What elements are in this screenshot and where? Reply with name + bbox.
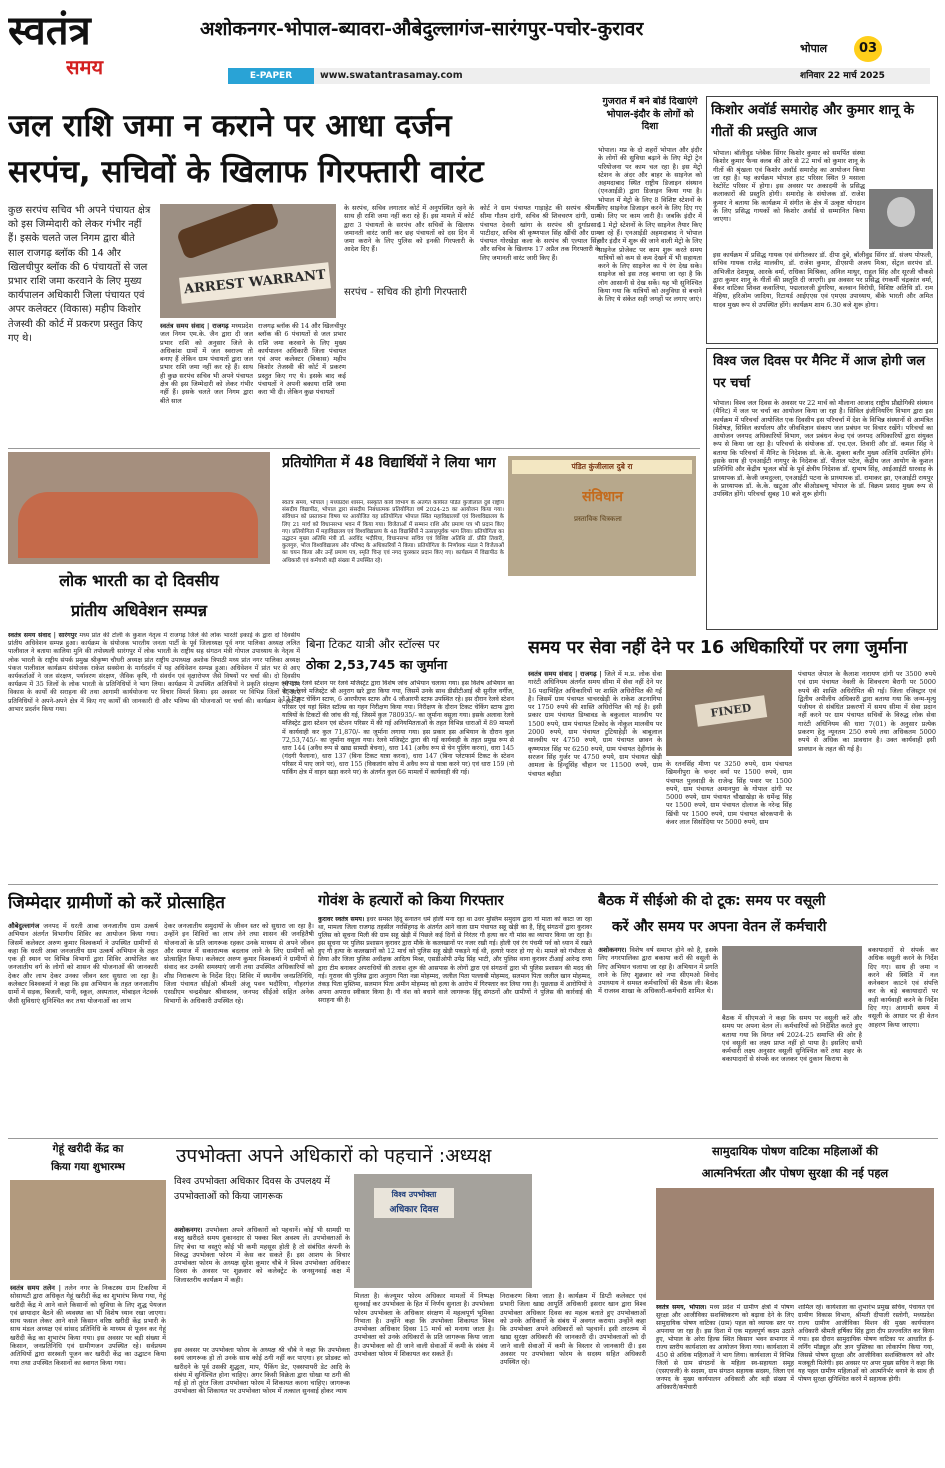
nutrition-dateline: स्वतंत्र समय, भोपाल। xyxy=(656,1304,707,1311)
service-col-1 xyxy=(528,670,662,882)
service-dateline: स्वतंत्र समय संवाद | राजगढ़ | xyxy=(528,670,602,678)
competition-body: स्वतंत्र समय, भोपाल | मध्यप्रदेश शासन, संस्कृति कार्य विभाग के अंतर्गत कार्यरत पंडित कुंजीलाल दुबे राष्ट्रीय संसदीय विद्यापीठ, भोपाल द्वारा संसदीय निबंधात्मक प्रतियोगिता वर्ष 2024-25 का आयोजन किया गया। संविधान को प्रस्तावना विषय पर आयोजित यह प्रतियोगिता भोपाल स्थित महाविद्यालयों एवं विश्वविद्यालय के लिए 21 मार्च को विधानसभा भवन में किया गया। विजेताओं में सम्मान राशि और प्रमाण पत्र भी प्रदान किए गए। प्रतियोगिता में महाविद्यालय एवं विश्वविद्यालय के 48 विद्यार्थियों ने उत्साहपूर्वक भाग लिया। प्रतियोगिता का उद्घाटन मुख्य अतिथि मंत्री डॉ. अरविंद भदौरिया, विधानसभा सचिव एवं विशिष्ट अतिथि डॉ. प्रीति तिवारी, कुलगुरु, भोज विश्वविद्यालय और परिषद के अधिकारियों ने किया। प्रतियोगिता के निर्णायक मंडल ने विजेताओं का चयन किया और उन्हें प्रमाण पत्र, स्मृति चिन्ह एवं नगद पुरस्कार प्रदान किए गए। कार्यक्रम में विद्यापीठ के अधिकारी एवं कर्मचारी बड़ी संख्या में उपस्थित रहे। xyxy=(282,500,504,564)
lokbharti-text: मध्य प्रांत की टोली के कुशल नेतृत्व में राजगढ़ जिले की लोक भारती इकाई के द्वारा दो दिवसीय प्रांतीय अधिवेशन सम्पन्न हुआ। कार्यक्रम के संयोजक भारतीय जनता पार्टी के पूर्व जिलाध्यक्ष पूर्व नगर पालिका अध्यक्ष ललित पालीवाल ने बताया कालिया मुनि की तपोस्थली सारंगपुर में लोक भारती के राष्ट्रीय सह संगठन मंत्री गोपाल उपाध्याय के नेतृत्व में लोक भारती के राष्ट्रीय संपर्क प्रमुख श्रीकृष्ण चौधरी अध्यक्ष प्रांत राष्ट्रीय उपाध्यक्ष अशोक त्रिपाठी मध्य प्रांत नगर पालिका अध्यक्ष पंकज पालीवाल कार्यक्रम संयोजक राकेश सक्सेना के मार्गदर्शन में यह अधिवेशन सम्पन्न हुआ। अधिवेशन में प्रांत भर से आए कार्यकर्ताओं ने जल संरक्षण, पर्यावरण संरक्षण, जैविक कृषि, गौ संवर्धन एवं वृक्षारोपण जैसे विषयों पर चर्चा की। दो दिवसीय कार्यक्रम में 35 जिलों के लोक भारती के प्रतिनिधियों ने भाग लिया। कार्यक्रम में उपस्थित अतिथियों ने प्रकृति संरक्षण एवं ग्राम विकास के कार्यों की सराहना की तथा आगामी कार्ययोजना पर विचार विमर्श किया। इस अवसर पर विभिन्न जिलों से आए प्रतिनिधियों ने अपने-अपने क्षेत्र में किए गए कार्यों की जानकारी दी और भविष्य की योजनाओं पर चर्चा की। कार्यक्रम के अंत में आभार प्रदर्शन किया गया। xyxy=(8,632,300,713)
competition-banner-3: प्रस्ताविक चित्रकला xyxy=(574,515,622,523)
gramin-story xyxy=(8,888,314,1138)
service-col-3: पंचायत जेपाल के कैलाश नारायण दांगी पर 3500 रुपये एवं ग्राम पंचायत नेवली के शिवचरण बैरागी पर 5000 रुपये की शास्ति अधिरोपित की गई। जिला रजिस्ट्रार एवं द्वितीय अपीलीय अधिकारी द्वारा बताया गया कि जन्म-मृत्यु पंजीयन से संबंधित प्रकरणों में समय सीमा में सेवा प्रदान नहीं करने पर ग्राम पंचायत सचिवों के विरुद्ध लोक सेवा गारंटी अधिनियम की धारा 7(01) के अनुसार प्रत्येक प्रकरण हेतु न्यूनतम 250 रुपये तथा अधिकतम 5000 रुपये से अधिक का प्रावधान है। उक्त कार्यवाही इसी प्रावधान के तहत की गई है। xyxy=(798,670,936,753)
lead-body-col-1 xyxy=(160,322,253,442)
water-day-body: भोपाल। विश्व जल दिवस के अवसर पर 22 मार्च को मौलाना आजाद राष्ट्रीय प्रौद्योगिकी संस्थान (मैनिट) में जल पर चर्चा का आयोजन किया जा रहा है। सिविल इंजीनियरिंग विभाग द्वारा इस कार्यक्रम में परिचर्चा आयोजित एक दिवसीय इस परिचर्चा में देश के विभिन्न संस्थानों से आमंत्रित विशेषज्ञ, सिविल कार्यालय और जीवविज्ञान संकाय जल प्रबंधन पर विचार रखेंगे। परिचर्चा का आयोजन जनपद अधिकारियों विभाग, जल प्रबंधन केन्द्र एवं जनपद अधिकारियों द्वारा संयुक्त रूप से किया जा रहा है। परिचर्चा के संयोजक डॉ. एच.एल. तिवारी और डॉ. कमल सिंह ने बताया कि परिचर्चा में मैनिट के निदेशक डॉ. के.के. शुक्ला बतौर मुख्य अतिथि उपस्थित होंगे। इसके साथ ही एनआईटी नागपुर के निदेशक डॉ. पीताल पटेल, केंद्रीय जल आयोग के कुशल प्रतिनिधि और केंद्रीय भूजल बोर्ड के पूर्व क्षेत्रीय निदेशक डॉ. सुभाष सिंह, आईआईटी धारवाड़ के प्राध्यापक डॉ. केजी जमदुल्ला, एनआईटी पटना के प्राध्यापक डॉ. रामाकर झा, एनआईटी रायपुर के प्राध्यापक डॉ. के.के. खटूआ और बीओडब्ल्यू भोपाल के डॉ. विक्रम प्रसाद मुख्य रूप से उपस्थित होंगे। परिचर्चा सुबह 10 बजे शुरू होगी। xyxy=(713,399,933,499)
ticket-body: भोपाल। रेलवे स्टेशन पर रेलवे मजिस्ट्रेट द्वारा विशेष जांच अभियान चलाया गया। इस विशेष अभियान का नेतृत्व रेलवे मजिस्ट्रेट श्री अनुराग खरे द्वारा किया गया, जिसमें उनके साथ डीसीटीआई श्री सुनील वर्गीज, 13 टिकट चेकिंग स्टाफ, 6 आरपीएफ स्टाफ और 4 जीआरपी स्टाफ उपस्थित रहे। इस दौरान रेलवे स्टेशन परिसर एवं यहां स्थित स्टॉल्स का गहन निरीक्षण किया गया। निरीक्षण के दौरान टिकट चेकिंग स्टाफ द्वारा यात्रियों के टिकटों की जांच की गई, जिसमें कुल 780935/- का जुर्माना वसूला गया। इसके अलावा रेलवे मजिस्ट्रेट द्वारा स्टेशन एवं स्टेशन परिसर में की गई अनियमितताओं के तहत विभिन्न धाराओं में 89 मामलों में कार्यवाही कर कुल 71,870/- का जुर्माना लगाया गया। इस प्रकार इस अभियान के दौरान कुल 72,53,745/- का जुर्माना वसूला गया। रेलवे मजिस्ट्रेट द्वारा की गई कार्यवाही के तहत प्रमुख रूप से धारा 144 (अवैध रूप से खाद्य सामग्री बेचना), धारा 141 (अवैध रूप से चेन पुलिंग करना), धारा 145 (गंदगी फैलाना), धारा 137 (बिना टिकट यात्रा करना), धारा 147 (बिना प्लेटफार्म टिकट के स्टेशन परिसर में पाए जाने पर), धारा 155 (विकलांग कोच में अवैध रूप से यात्रा करने पर) एवं धारा 159 (नो पार्किंग क्षेत्र में वाहन खड़ा करने पर) के अंतर्गत कुल 66 मामलों में कार्यवाही की गई। xyxy=(282,680,514,777)
kishore-photo xyxy=(869,189,933,249)
govansh-text: इधर समस्त हिंदू सनातन धर्म होली मना रहा था उधर मुस्लिम समुदाय द्वारा गो माता को काटा जा रहा था, मामला जिला राजगढ़ तहसील नरसिंहगढ़ के अंतर्गत आने वाला ग्राम पंचायत सहू खेड़ी का है, हिंदू संगठनों द्वारा कुरावर पुलिस को सूचना मिली की ग्राम सहू खेड़ी में पिछले कई दिनों से निरंतर गौ हत्या कर गौ मांस का व्यापार किया जा रहा है। इस सूचना पर पुलिस प्रशासन कुरावर द्वारा मौके के कत्लखानों पर नजर रखी गई। होली एवं रंग पंचमी पर्व को ध्यान में रखते हुए गौ हत्या के कत्लखानों को 12 मार्च को पुलिस सहू खेड़ी पकड़ने गई थी, हत्यारे फरार हो गए थे। मामले को गंभीरता से लिया और जिला पुलिस अधीक्षक आदित्य मिश्रा, एसडीओपी उपेंद्र सिंह भाटी, और पुलिस थाना कुरावर टीआई आरेन्द्र राणा द्वारा टीम बनाकर अपराधियों की तलाश शुरू की आसपास के लोगों द्वारा एवं संगठनों द्वारा भी पुलिस प्रशासन की मदद की गई। गुरावर की पुलिस द्वारा अनुराग पिता नन्ना मोहम्मद, जलील पिता पल्लाबी मोहम्मद, सलमान पिता जलील खान मोहम्मद, तंकड़ पिता मुस्तिमा, सलमान पिता अमीन मोहम्मद को हत्या के आरोप में गिरफ्तार कर लिया गया है। पूछताछ में आरोपियों ने अपना अपराध स्वीकार किया है। गौ वंश को बचाने वाले जागरूक हिंदू संगठनों और ग्रामीणों ने पुलिस की कार्रवाई की सराहना की है। xyxy=(318,916,592,1004)
logo-top-text: स्वतंत्र xyxy=(8,7,91,54)
logo-bottom-text: समय xyxy=(66,55,104,79)
water-day-headline: विश्व जल दिवस पर मैनिट में आज होगी जल पर चर्चा xyxy=(713,354,926,391)
wheat-body xyxy=(10,1284,166,1460)
ceo-story xyxy=(598,888,938,1138)
lokbharti-headline xyxy=(8,566,270,628)
lead-pullquote: सरपंच - सचिव की होगी गिरफ्तारी xyxy=(344,287,467,298)
divider xyxy=(8,448,700,449)
consumer-col-1b: इस अवसर पर उपभोक्ता फोरम के अध्यक्ष श्री चौबे ने कहा कि उपभोक्ता स्वयं जागरूक हो तो उनके साथ कोई ठगी नहीं कर पाएगा। हर प्रोडक्ट को खरीदने के पूर्व उसकी शुद्धता, माप, पैकिंग डेट, एक्सपायरी डेट आदि के संबंध में सुनिश्चित होना चाहिए। अगर किसी विक्रेता द्वारा धोखा या ठगी की गई हो तो तुरंत जिला उपभोक्ता फोरम में शिकायत करना चाहिए। जागरूक उपभोक्ता की शिकायत पर उपभोक्ता फोरम में तत्काल सुनवाई होकर न्याय xyxy=(174,1346,350,1396)
lokbharti-headline-line-1: लोक भारती का दो दिवसीय xyxy=(59,571,219,590)
govansh-story xyxy=(318,888,592,1138)
nutrition-headline-line-1: सामुदायिक पोषण वाटिका महिलाओं की xyxy=(712,1144,878,1158)
logo[interactable] xyxy=(8,6,178,84)
govansh-headline: गोवंश के हत्यारों को किया गिरफ्तार xyxy=(318,893,504,909)
gramin-col-2: देकर जनजातीय समुदायों के जीवन स्तर को सुधारा जा रहा है। उन्होंने इन शिविरों का लाभ लेने तथा शासन की जनहितैषी योजनाओं के प्रति जागरूक रहकर उनके माध्यम से अपने जीवन और समाज में सकारात्मक बदलाव लाने के लिए ग्रामीणों को प्रोत्साहित किया। कलेक्टर अरुण कुमार विश्वकर्मा ने ग्रामीणों से संवाद कर उनकी समस्याएं जानी तथा उपस्थित अधिकारियों को शीघ्र निराकरण के निर्देश दिए। शिविर में स्थानीय जनप्रतिनिधि, जिला पंचायत सीईओ श्रीमती अंजू पवन भदौरिया, गौहरगंज एसडीएम चन्द्रशेखर श्रीवास्तव, जनपद सीईओ सहित अनेक विभागों के अधिकारी उपस्थित रहे। xyxy=(164,922,314,1005)
site-url[interactable]: www.swatantrasamay.com xyxy=(320,70,463,81)
wheat-headline-line-1: गेहूं खरीदी केंद्र का xyxy=(52,1143,124,1155)
nutrition-body-1: मध्य प्रदेश में ग्रामीण क्षेत्रों में पोषण सुरक्षा और आजीविका सशक्तिकरण को बढ़ावा देने के लिए सामुदायिक पोषण वाटिका (ग्राम) पहल को व्यापक स्तर पर अपनाया जा रहा है। इस दिशा में एक महत्वपूर्ण कदम उठाते हुए, भोपाल के अरेरा हिल्स स्थित किसान भवन सभागार में राज्य स्तरीय कार्यशाला का आयोजन किया गया। कार्यशाला में 450 से अधिक महिलाओं ने भाग लिया। कार्यशाला में विभिन्न जिलों से ग्राम संगठनों के महिला स्व-सहायता समूह (एसएचजी) के सदस्य, ग्राम संगठन सहायक सदस्य, जिला एवं जनपद के मुख्य कार्यपालन अधिकारी और बड़ी संख्या में अधिकारी/कर्मचारी xyxy=(656,1304,794,1391)
kishore-body-2: इस कार्यक्रम में प्रसिद्ध गायक एवं संगीतकार डॉ. दीपा दुबे, बॉलीवुड सिंगर डॉ. संजय पोफली, सचिव गायक राजेंद्र मालवीय, डॉ. राजेश कुमार, डीएसपी अजय मिश्रा, सेंट्रल सरपंच डॉ. अभिजीत देशमुख, आरके वर्मा, राधिका मिश्रिका, अनिल माथुर, राहुल सिंह और सूरजी चौकसे द्वारा कुमार शानू के गीतों की प्रस्तुति दी जाएगी। इस अवसर पर प्रसिद्ध रंगकर्मी चंद्रकांत वर्मा, बैंकर वाटिका शिवश कवालिया, पद्मलालजी डुंगरिया, बलवान विरोधी, विशिष्ट अतिथि डॉ. राम मेहिया, हरिओम जादिया, रिटायर्ड आईएएस एवं एमएस उपाध्याय, बीके भारती और अमित यादव मुख्य रूप से उपस्थित होंगे। कार्यक्रम शाम 6.30 बजे शुरू होगा। xyxy=(713,251,933,309)
wheat-headline-line-2: किया गया शुभारम्भ xyxy=(51,1161,125,1173)
consumer-dateline: अशोकनगर। xyxy=(174,1226,203,1234)
ticket-story xyxy=(276,632,518,884)
page-number: 03 xyxy=(854,36,882,62)
kishore-story xyxy=(706,96,938,344)
kishore-body-1: भोपाल। बॉलीवुड प्लेबैक सिंगर किशोर कुमार को समर्पित संस्था किशोर कुमार फैन्स क्लब की ओर से 22 मार्च को कुमार शानू के गीतों की श्रृंखला एवं किशोर अवॉर्ड समारोह का आयोजन किया जा रहा है। यह कार्यक्रम भोपाल हाट परिसर स्थित 9 मसाला रेस्टोरेंट परिसर में होगा। इस अवसर पर अकादमी के प्रसिद्ध कलाकारों की प्रस्तुति होगी। समारोह के संयोजक डॉ. राजेश कुमार ने बताया कि कार्यक्रम में संगीत के क्षेत्र में उत्कृष्ट योगदान के लिए प्रसिद्ध गायकों को किशोर अवॉर्ड से सम्मानित किया जाएगा। xyxy=(713,149,865,224)
lead-body-col-2: राजगढ़ ब्लॉक की 14 और खिलचीपुर ब्लॉक की 6 पंचायतों से जल प्रभार राशि जमा करवाने के लिए मुख्य कार्यपालन अधिकारी जिला पंचायत एवं अपर कलेक्टर (विकास) महीप किशोर तेजस्वी की कोर्ट में प्रकरण प्रस्तुत किए गए थे। इसके बाद कई पंचायतों ने अपनी बकाया राशि जमा करा भी दी। लेकिन कुछ पंचायतों xyxy=(258,322,346,397)
lokbharti-body xyxy=(8,632,300,882)
consumer-headline: उपभोक्ता अपने अधिकारों को पहचानें :अध्यक्ष xyxy=(176,1145,492,1167)
consumer-photo xyxy=(354,1174,532,1288)
ticket-headline-line-1: बिना टिकट यात्री और स्टॉल्स पर xyxy=(306,637,440,651)
epaper-label: E-PAPER xyxy=(228,68,314,84)
edition-city: भोपाल xyxy=(800,42,828,55)
people-icon xyxy=(18,492,258,558)
service-headline: समय पर सेवा नहीं देने पर 16 अधिकारियों पर लगा जुर्माना xyxy=(528,638,908,658)
nutrition-col-1 xyxy=(656,1304,794,1460)
consumer-deck: विश्व उपभोक्ता अधिकार दिवस के उपलक्ष्य में उपभोक्ताओं को किया जागरूक xyxy=(174,1176,331,1202)
competition-photo xyxy=(508,456,696,576)
gramin-headline: जिम्मेदार ग्रामीणों को करें प्रोत्साहित xyxy=(8,893,225,913)
consumer-banner-1: विश्व उपभोक्ता xyxy=(374,1188,454,1202)
lead-story xyxy=(8,100,600,450)
gramin-col-1 xyxy=(8,922,158,1138)
gavel-photo xyxy=(160,204,336,318)
service-body-1: जिले में म.प्र. लोक सेवा गारंटी अधिनियम अंतर्गत समय सीमा में सेवा नहीं देने पर 16 पदाभिहित अधिकारियों पर शास्ति अधिरोपित की गई है। जिसमें ग्राम पंचायत चाचरखेड़ी के राकेश अटनागिया पर 1750 रुपये की शास्ति अधिरोपित की गई है। इसी प्रकार ग्राम पंचायत डिग्बावड के बकुलाल मालवीय पर 1500 रुपये, ग्राम पंचायत टिकोद के नोकुल मालवीय पर 2000 रुपये, ग्राम पंचायत टुटियाहेड़ी के बाबूलाल मालवीय पर 4750 रुपये, ग्राम पंचायत छावन के कृष्णपाल सिंह पर 6250 रुपये, ग्राम पंचायत देहीगांव के सरजन सिंह गुर्जर पर 4750 रुपये, ग्राम पंचायत खेड़ी आमला के हिन्दूसिंह चौहान पर 11500 रुपये, ग्राम पंचायत बहीडा xyxy=(528,670,662,778)
gramin-dateline: औबेदुल्लागंज xyxy=(8,922,40,930)
wheat-photo xyxy=(10,1180,166,1280)
ceo-headline-line-1: बैठक में सीईओ की दो टूक: समय पर वसूली xyxy=(598,893,826,909)
fined-photo xyxy=(666,670,792,756)
consumer-col-3: निराकरण किया जाता है। कार्यक्रम में डिप्टी कलेक्टर एवं प्रभारी जिला खाद्य आपूर्ति अधिकारी इसरार खान द्वारा विश्व उपभोक्ता अधिकार दिवस का महत्व बताते हुए उपभोक्ताओं को उनके अधिकारों के संबंध में अवगत कराया। उन्होंने कहा कि उपभोक्ता अपने अधिकारों को पहचानें। इसी तारतम्य में खाद्य सुरक्षा अधिकारी की जानकारी दी। उपभोक्ताओं को दी जाने वाली सेवाओं में कमी के विस्तार से जानकारी दी। इस अवसर पर उपभोक्ता फोरम के सदस्य सहित अधिकारी उपस्थित रहे। xyxy=(500,1292,646,1367)
competition-headline: प्रतियोगिता में 48 विद्यार्थियों ने लिया भाग xyxy=(282,455,496,471)
kishore-headline: किशोर अवॉर्ड समारोह और कुमार शानू के गीतों की प्रस्तुति आज xyxy=(711,102,915,140)
govansh-body xyxy=(318,916,592,1136)
lead-body-col-3: के सरपंच, सचिव लगातार कोर्ट में अनुपस्थित रहने के साथ ही राशि जमा नहीं करा रहे हैं। इस मामले में कोर्ट द्वारा 3 पंचायतों के सरपंच और सचिवों के खिलाफ जमानती वारंट जारी कर छह पंचायतों को दस दिन में जमा कराने के लिए पुलिस को इनकी गिरफ्तारी के आदेश दिए हैं। xyxy=(344,204,474,254)
gavel-icon xyxy=(176,204,280,260)
lead-body-col-4: कोर्ट ने ग्राम पंचायत गाड़ाहेट की सरपंच श्रीमती सीमा गौतम दांगी, सचिव श्री शिवचरण दांगी, ग्राम पंचायत देवली खांगा के सरपंच श्री दुर्गाप्रसाद पाटीदार, सचिव श्री कृष्णपाल सिंह खींची और ग्राम पंचायत गोरखेड़ा कला के सरपंच श्री एल्पाल सिंह और सचिव के खिलाफ 17 अप्रैल तक गिरफ्तारी के लिए जमानती वारंट जारी किए हैं। xyxy=(480,204,600,262)
consumer-story xyxy=(170,1140,648,1462)
consumer-body-1: उपभोक्ता अपने अधिकारों को पहचानें। कोई भी सामग्री या वस्तु खरीदते समय दुकानदार से पक्का बिल अवश्य लें। उपभोक्ताओं के लिए बेचा या वस्तुएं कोई भी कमी महसूस होती है तो संबंधित कंपनी के विरुद्ध उपभोक्ता फोरम में केस कर सकते हैं। इस आशय के विचार उपभोक्ता फोरम के अध्यक्ष सुरेश कुमार चौबे ने विश्व उपभोक्ता अधिकार दिवस के अवसर पर शुक्रवार को कलेक्ट्रेट के जनसुनवाई कक्ष में जिलास्तरीय कार्यक्रम में कही। xyxy=(174,1226,350,1284)
lokbharti-photo xyxy=(8,452,270,564)
lead-body-1: मध्यप्रदेश जल निगम एम.के. जैन द्वारा दी जल प्रभार राशि को अनुसार जिले के अधिकांश ग्रामों में जल स्वराज्य तो बनाए हैं लेकिन ग्राम पंचायतों द्वारा जल प्रभार राशि जमा नहीं कर रहे हैं। साथ ही कुछ सरपंच सचिव भी अपने पंचायत क्षेत्र की इस जिम्मेदारी को लेकर गंभीर नहीं हैं। इसके चलते जल निगम द्वारा बीते साल xyxy=(160,322,253,405)
ceo-body-1: विशेष वर्ष समाप्त होने को है, इसके लिए नगरपालिका द्वारा बकाया करों की वसूली के लिए अभियान चलाया जा रहा है। अभियान में प्रगति लाने के लिए शुक्रवार को नपा सीएमओ विनोद उपाध्याय ने समस्त कर्मचारियों की बैठक ली। बैठक में राजस्व शाखा के अधिकारी-कर्मचारी शामिल थे। xyxy=(598,946,718,996)
wheat-dateline: स्वतंत्र समय तलेन | xyxy=(10,1284,62,1292)
edition-list: अशोकनगर-भोपाल-ब्यावरा-औबेदुल्लागंज-सारंगपुर-पचोर-कुरावर xyxy=(200,18,644,40)
ceo-dateline: अशोकनगर। xyxy=(598,946,627,954)
nutrition-headline-line-2: आत्मनिर्भरता और पोषण सुरक्षा की नई पहल xyxy=(701,1166,889,1180)
issue-date: शनिवार 22 मार्च 2025 xyxy=(800,71,885,81)
metro-headline: गुजरात में बने बोर्ड दिखाएंगे भोपाल-इंदौर के लोगों को दिशा xyxy=(602,96,698,132)
metro-story xyxy=(598,96,702,436)
divider xyxy=(8,1138,938,1139)
service-col-2: के रतनसिंह मीणा पर 3250 रुपये, ग्राम पंचायत खिमनीपुरा के चन्दर वर्मा पर 1500 रुपये, ग्राम पंचायत पुलवाड़ी के राजेन्द्र सिंह पवार पर 1500 रुपये, ग्राम पंचायत अमानपुरा के गोपाल दांगी पर 5000 रुपये, ग्राम पंचायत चौखाखेड़ा के धर्मेन्द्र सिंह पर 1500 रुपये, ग्राम पंचायत दोलाज के नरेन्द्र सिंह खिंची पर 1500 रुपये, ग्राम पंचायत बोरकपानी के कंवर लाल सिसोदिया पर 5000 रुपये, ग्राम xyxy=(666,760,792,827)
wheat-story xyxy=(8,1140,168,1462)
nutrition-story xyxy=(652,1140,938,1462)
ticket-headline-line-2: ठोका 2,53,745 का जुर्माना xyxy=(306,657,448,672)
masthead xyxy=(0,0,945,92)
page-info xyxy=(784,36,934,64)
service-story xyxy=(522,632,938,884)
lokbharti-dateline: स्वतंत्र समय संवाद | सारंगपुर xyxy=(8,632,77,639)
lokbharti-headline-line-2: प्रांतीय अधिवेशन सम्पन्न xyxy=(71,601,207,620)
ceo-col-1 xyxy=(598,946,718,1136)
competition-banner: पंडित कुंजीलाल दुबे रा xyxy=(512,460,692,474)
water-day-story xyxy=(706,348,938,630)
ceo-photo xyxy=(722,946,862,1010)
competition-banner-2: संविधान xyxy=(582,489,623,505)
consumer-col-2: मिलता है। कंज्यूमर फोरम अधिकार मामलों में निष्पक्ष सुनवाई कर उपभोक्ता के हित में निर्णय सुनाता है। उपभोक्ता फोरम उपभोक्ता के अधिकार संरक्षण में महत्वपूर्ण भूमिका निभाता है। उन्होंने कहा कि उपभोक्ता शिकायत विश्व उपभोक्ता अधिकार दिवस 15 मार्च को मनाया जाता है। उपभोक्ता को उनके अधिकारों के प्रति जागरूक किया जाता है। उपभोक्ता को दी जाने वाली सेवाओं में कमी के संबंध में उपभोक्ता फोरम में शिकायत कर सकते हैं। xyxy=(354,1292,494,1359)
nutrition-col-2: शामिल रहे। कार्यशाला का शुभारंभ प्रमुख सचिव, पंचायत एवं ग्रामीण विकास विभाग, श्रीमती दीपाली रस्तोगी, मध्यप्रदेश राज्य ग्रामीण आजीविका मिशन की मुख्य कार्यपालन अधिकारी श्रीमती हर्षिका सिंह द्वारा दीप प्रज्ज्वलित कर किया गया। इस दौरान सामुदायिक पोषण वाटिका पर आधारित ई-लर्निंग मॉड्यूल और ज्ञान पुस्तिका का लोकार्पण किया गया, जिससे पोषण सुरक्षा और आजीविका सशक्तिकरण को और मजबूती मिलेगी। इस अवसर पर अपर मुख्य सचिव ने कहा कि यह पहल ग्रामीण महिलाओं को आत्मनिर्भर बनाने के साथ ही पोषण सुरक्षा सुनिश्चित करने में सहायक होगी। xyxy=(798,1304,934,1383)
warrant-label: ARREST WARRANT xyxy=(179,262,331,304)
portrait-icon xyxy=(887,197,915,227)
nutrition-photo xyxy=(656,1188,934,1300)
lead-headline-line-1: जल राशि जमा न कराने पर आधा दर्जन xyxy=(8,108,452,144)
competition-story xyxy=(276,452,700,632)
gramin-body-1: जनपद में धरती आबा जनजातीय ग्राम उत्कर्ष अभियान अंतर्गत विभागीय शिविर का आयोजन किया गया। जिसमें कलेक्टर अरुण कुमार विश्वकर्मा ने उपस्थित ग्रामीणों से कहा कि धरती आबा जनजातीय ग्राम उत्कर्ष अभियान के तहत एक ही स्थान पर विभिन्न विभागों द्वारा शिविर आयोजित कर जनजातीय वर्ग के लोगों को शासन की योजनाओं की जानकारी देकर और लाभ देकर उनका जीवन स्तर सुधारा जा रहा है। कलेक्टर विश्वकर्मा ने कहा कि इस अभियान के तहत जनजातीय ग्रामों में सड़क, बिजली, पानी, स्कूल, अस्पताल, मोबाइल नेटवर्क जैसी सुविधाएं सुनिश्चित कर तथा योजनाओं का लाभ xyxy=(8,922,158,1005)
ceo-col-2: बैठक में सीएमओ ने कहा कि समय पर वसूली करें और समय पर अपना वेतन लें। कर्मचारियों को निर्देशित करते हुए बताया गया कि विगत वर्ष 2024-25 समाप्ति की ओर है एवं वसूली का लक्ष्य प्राप्त नहीं हो पाया है। इसलिए सभी कर्मचारी लक्ष्य अनुसार वसूली सुनिश्चित करें तथा शहर के बकायादारों से संपर्क कर जलकर एवं दुकान किराया के xyxy=(722,1014,862,1064)
lead-headline-line-2: सरपंच, सचिवों के खिलाफ गिरफ्तारी वारंट xyxy=(8,154,484,190)
consumer-col-1 xyxy=(174,1226,350,1344)
fined-label: FINED xyxy=(695,695,767,727)
ceo-headline-line-2: करें और समय पर अपना वेतन लें कर्मचारी xyxy=(612,919,827,935)
wheat-text: तलेन नगर के निकटस्थ ग्राम टिकरिया में सोसायटी द्वारा अधिकृत गेहूं खरीदी केंद्र का शुभारंभ किया गया, गेहूं खरीदी केंद्र मे आने वाले किसानों को सुविधा के लिए शुद्ध पेयजल एवं छायादार बैठने की व्यवस्था का भी विशेष ध्यान रखा जाएगा। साथ फसल लेकर आने वाले किसान वरिष्ठ खरीदी केंद्र प्रभारी के साथ मंडल अध्यक्ष एवं सांसद प्रतिनिधि के माध्यम से पूजन कर गेहूं खरीदी केंद्र का शुभारंभ किया गया। इस अवसर पर बड़ी संख्या में किसान, जनप्रतिनिधि एवं ग्रामीणजन उपस्थित रहे। सर्वप्रथम अतिथियों द्वारा सरस्वती पूजन कर खरीदी केंद्र का उद्घाटन किया गया तथा उपस्थित किसानों का स्वागत किया गया। xyxy=(10,1284,166,1367)
lead-intro: कुछ सरपंच सचिव भी अपने पंचायत क्षेत्र को इस जिम्मेदारी को लेकर गंभीर नहीं हैं। इसके चलते जल निगम द्वारा बीते साल राजगढ़ ब्लॉक की 14 और खिलचीपुर ब्लॉक की 6 पंचायतों से जल प्रभार राशि जमा करवाने के लिए मुख्य कार्यपालन अधिकारी जिला पंचायत एवं अपर कलेक्टर (विकास) महीप किशोर तेजस्वी की कोर्ट में प्रकरण प्रस्तुत किए गए थे। xyxy=(8,205,151,344)
govansh-dateline: कुरावर स्वतंत्र समय। xyxy=(318,916,365,923)
lead-dateline: स्वतंत्र समय संवाद | राजगढ़ xyxy=(160,322,229,330)
metro-body: भोपाल। मप्र के दो शहरों भोपाल और इंदौर के लोगों की सुविधा बढ़ाने के लिए मेट्रो ट्रेन परियोजना पर काम चल रहा है। इस मेट्रो स्टेशन के अंदर और बाहर के साइनेज को अहमदाबाद स्थित राष्ट्रीय डिजाइन संस्थान (एनआईडी) द्वारा डिजाइन किया गया है। भोपाल में मेट्रो के लिए 8 विशिष्ट स्टेशनों के लिए साइनेज डिजाइन करने के लिए दिए गए थे। लिए पर काम जारी है। जबकि इंदौर में 11 मेट्रो स्टेशनों के लिए साइनेज तैयार किए जा रहे हैं। एनआईडी अहमदाबाद ने भोपाल और इंदौर में शुरू की जाने वाली मेट्रो के लिए साइनेज प्रोजेक्ट पर काम शुरू करते समय यात्रियों को कम से कम देखने में भी सहायता करने के लिए साइनेज का ये रंग देख सके। साइनेज को इस तरह बनाया जा रहा है कि लोग आसानी से देख सकें। यह भी सुनिश्चित किया गया कि यात्रियों को अनुविधा से बचाने के लिए ये संकेत सही जगहों पर लगाए जाएं। xyxy=(598,146,702,304)
ceo-col-3: बकायादारों से संपर्क कर अधिक वसूली करने के निर्देश दिए गए। साथ ही जमा न करने की स्थिति में नल कनेक्शन काटने एवं संपत्ति कर के बड़े बकायादारों पर कड़ी कार्यवाही करने के निर्देश दिए गए। आगामी समय में वसूली के आधार पर ही वेतन आहरण किया जाएगा। xyxy=(868,946,938,1029)
consumer-banner-2: अधिकार दिवस xyxy=(374,1202,454,1218)
divider xyxy=(8,884,938,885)
